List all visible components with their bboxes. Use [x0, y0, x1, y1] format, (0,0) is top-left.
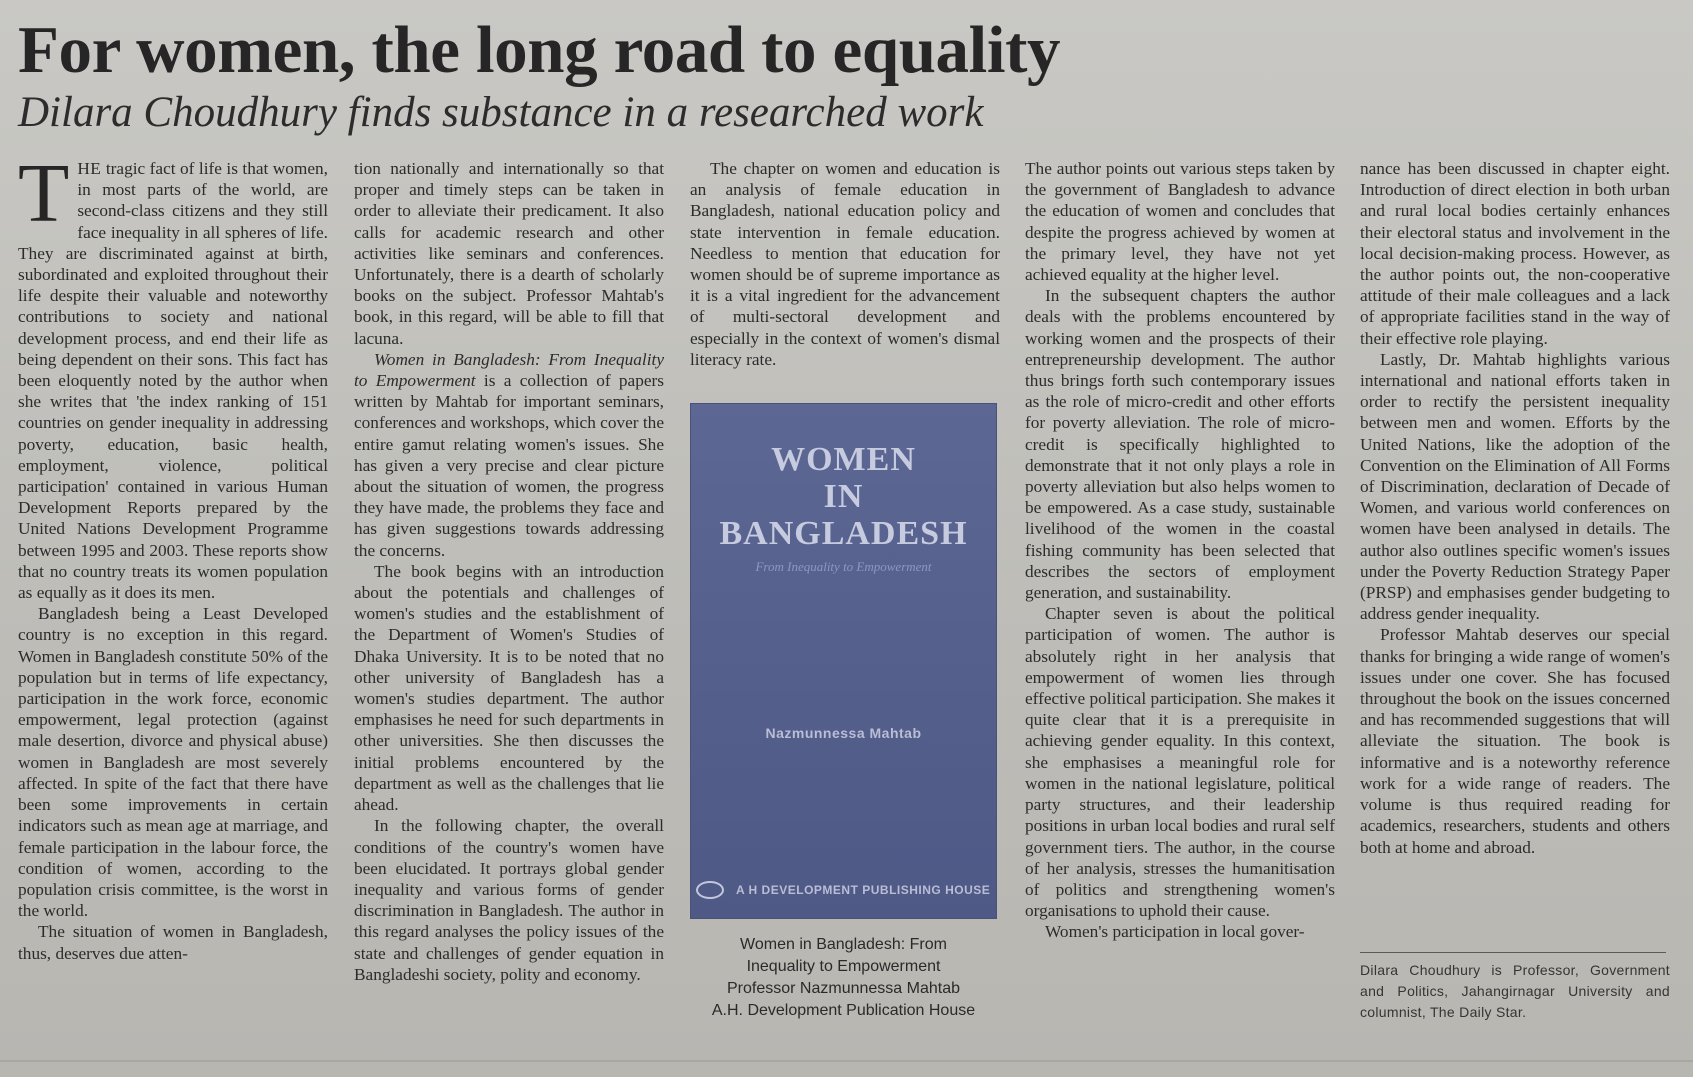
paragraph: Women's participation in local gover-: [1045, 922, 1305, 942]
book-caption: [690, 934, 997, 1022]
paragraph: Professor Mahtab deserves our special thanks for bringing a wide range of women's issues under one cover. She has focused throughout the book on the issues concerned and has recommended suggestions that will alleviate the situation. The book is informative and is a noteworthy reference work for a wide range of readers. The volume is thus required reading for academics, researchers, students and others both at home and abroad.: [1360, 625, 1670, 857]
subheadline: Dilara Choudhury finds substance in a researched work: [18, 89, 984, 136]
drop-cap: T: [18, 147, 70, 240]
paragraph: The chapter on women and education is an analysis of female education in Bangladesh, national education policy and state intervention in female education. Needless to mention that education for women should be of supreme importance as it is a vital ingredient for the advancement of multi-sectoral development and especially in the context of women's dismal literacy rate.: [690, 159, 1000, 369]
book-cover-image: [690, 403, 997, 919]
paragraph: The book begins with an introduction about the potentials and challenges of women's studies and the establishment of the Department of Women's Studies of Dhaka University. It is to be noted that no other university of Bangladesh has a women's studies department. The author emphasises he need for such departments in other universities. She then discusses the initial problems encountered by the department as well as the challenges that lie ahead.: [354, 561, 664, 815]
caption-line: Inequality to Empowerment: [746, 958, 941, 975]
caption-line: Professor Nazmunnessa Mahtab: [727, 980, 960, 997]
paragraph: nance has been discussed in chapter eight. Introduction of direct election in both urban and rural local bodies certainly enhances their electoral status and involvement in the local decision-making process. However, as the author points out, the non-cooperative attitude of their male colleagues and a lack of appropriate facilities stand in the way of their effective role playing.: [1360, 159, 1670, 348]
book-cover-author: Nazmunnessa Mahtab: [765, 725, 922, 741]
cover-title-line: BANGLADESH: [719, 515, 968, 552]
cover-title-line: WOMEN: [771, 441, 916, 478]
author-bio: Dilara Choudhury is Professor, Government and Politics, Jahangirnagar University and columnist, The Daily Star.: [1360, 962, 1670, 1020]
paragraph: In the subsequent chapters the author deals with the problems encountered by working women and the prospects of their entrepreneurship development. The author thus brings forth such contemporary issues as the role of micro-credit and other efforts for poverty alleviation. The role of micro-credit is specifically highlighted to demonstrate that it not only plays a role in poverty alleviation but also helps women to be empowered. As a case study, sustainable livelihood of the women in the coastal fishing community has been selected that describes the sectors of employment generation, and sustainability.: [1025, 286, 1335, 603]
book-cover-publisher: A H DEVELOPMENT PUBLISHING HOUSE: [736, 883, 991, 897]
bio-divider: [1360, 952, 1666, 953]
paragraph: The author points out various steps taken by the government of Bangladesh to advance the education of women and concludes that despite the progress achieved by women at the primary level, they have not yet achieved equality at the higher level.: [1025, 159, 1335, 285]
book-cover-subtitle: From Inequality to Empowerment: [755, 559, 932, 574]
cover-title-line: IN: [823, 478, 864, 515]
paragraph-text: tragic fact of life is that women, in most parts of the world, are second-class citizens and they still face inequality in all spheres of life. They are discriminated against at birth, subordinated and exploited throughout their life despite their valuable and noteworthy contributions to society and national development process, and end their life as being dependent on their sons. This fact has been eloquently noted by the author when she writes that 'the index ranking of 151 countries on gender inequality in addressing poverty, education, basic health, employment, violence, political participation' contained in various Human Development Reports prepared by the United Nations Development Programme between 1995 and 2003. These reports show that no country treats its women population as equally as it does its men.: [18, 159, 328, 603]
book-title-italic: Women in Bangladesh: From Inequality to Empowerment: [354, 349, 664, 391]
lead-in-caps: HE: [77, 159, 102, 178]
paragraph: [18, 147, 328, 603]
article-column-2: [354, 158, 664, 985]
paragraph: [354, 349, 664, 561]
paragraph-text: is a collection of papers written by Mahtab for important seminars, conferences and workshops, which cover the entire gamut relating women's issues. She has given a very precise and clear picture about the situation of women, the progress they have made, the problems they face and has given suggestions towards addressing the concerns.: [354, 371, 665, 560]
article-column-5: [1360, 158, 1670, 858]
paragraph: Chapter seven is about the political participation of women. The author is absolutely right in her analysis that empowerment of women lies through effective political participation. She makes it quite clear that it is a prerequisite in achieving gender equality. In this context, she emphasises a meaningful role for women in the national legislature, political party structures, and their leadership positions in urban local bodies and rural self government tiers. The author, in the course of her analysis, stresses the humanitisation of politics and strengthening women's organisations to uphold their cause.: [1025, 604, 1335, 921]
paragraph: Bangladesh being a Least Developed country is no exception in this regard. Women in Bangladesh constitute 50% of the population but in terms of life expectancy, participation in the work force, economic empowerment, legal protection (against male desertion, divorce and physical abuse) women in Bangladesh are most severely affected. In spite of the fact that there have been some improvements in certain indicators such as mean age at marriage, and female participation in the labour force, the condition of women, according to the population crisis committee, is the worst in the world.: [18, 604, 328, 921]
publisher-logo-icon: [696, 881, 724, 899]
book-cover-title: [690, 441, 997, 552]
paper-crease: [0, 1060, 1693, 1062]
article-column-3: [690, 158, 1000, 370]
article-column-1: [18, 147, 328, 964]
article-column-4: [1025, 158, 1335, 943]
paragraph: The situation of women in Bangladesh, thus, deserves due atten-: [18, 922, 328, 963]
caption-line: Women in Bangladesh: From: [740, 936, 947, 953]
paragraph: In the following chapter, the overall conditions of the country's women have been elucidated. It portrays global gender inequality and various forms of gender discrimination in Bangladesh. The author in this regard analyses the policy issues of the state and challenges of gender equation in Bangladeshi society, polity and economy.: [354, 816, 664, 984]
paragraph: tion nationally and internationally so that proper and timely steps can be taken in order to alleviate their predicament. It also calls for academic research and other activities like seminars and conferences. Unfortunately, there is a dearth of scholarly books on the subject. Professor Mahtab's book, in this regard, will be able to fill that lacuna.: [354, 159, 664, 348]
caption-line: A.H. Development Publication House: [711, 1002, 976, 1019]
paragraph: Lastly, Dr. Mahtab highlights various international and national efforts taken in order to rectify the persistent inequality between men and women. Efforts by the United Nations, like the adoption of the Convention on the Elimination of All Forms of Discrimination, declaration of Decade of Women, and various world conferences on women have been analysed in details. The author also outlines specific women's issues under the Poverty Reduction Strategy Paper (PRSP) and emphasises gender budgeting to address gender inequality.: [1360, 349, 1670, 624]
headline: For women, the long road to equality: [18, 13, 1061, 87]
